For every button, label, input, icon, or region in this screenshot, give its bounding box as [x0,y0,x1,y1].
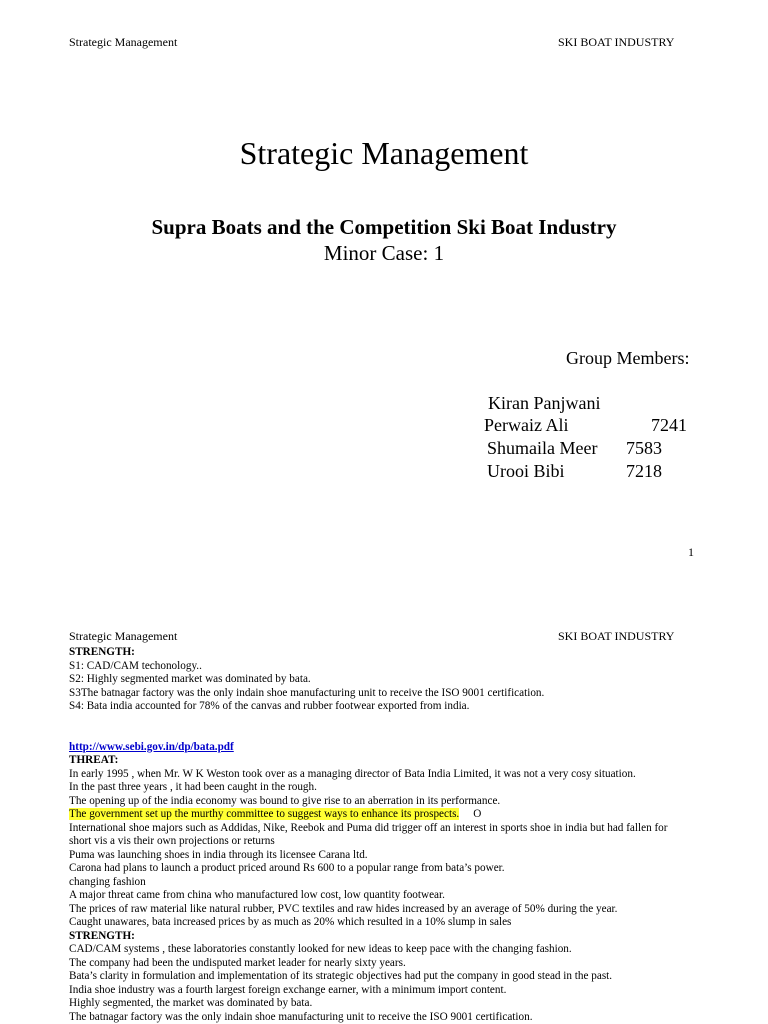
member-name: Shumaila Meer [487,438,598,458]
threat-heading: THREAT: [69,754,119,766]
threat-line: In early 1995 , when Mr. W K Weston took over as a managing director of Bata India Limited, it was not a very cosy situation. [69,767,636,780]
strength2-heading: STRENGTH: [69,929,135,942]
case-subtitle: Supra Boats and the Competition Ski Boat Industry [151,215,617,239]
page-title: Strategic Management [239,135,529,171]
member-name: Kiran Panjwani [488,393,601,413]
strength2-line: Highly segmented, the market was dominated by bata. [69,997,313,1009]
page-number: 1 [688,545,694,559]
threat-line: The opening up of the india economy was bound to give rise to an aberration in its performance. [69,794,501,807]
strength2-line: The batnagar factory was the only indain shoe manufacturing unit to receive the ISO 9001 certification. [69,1010,533,1023]
strength2-line: Bata’s clarity in formulation and implementation of its strategic objectives had put the company in good stead in the past. [69,970,613,982]
member-id: 7241 [651,415,687,435]
threat-line: In the past three years , it had been caught in the rough. [69,781,317,793]
strength-item: S1: CAD/CAM techonology.. [69,659,202,672]
group-members-label: Group Members: [566,348,690,368]
member-name: Urooi Bibi [487,461,565,481]
threat-line: short vis a vis their own projections or returns [69,835,275,847]
highlighted-threat-line: The government set up the murthy committee to suggest ways to enhance its prospects. [69,808,460,820]
member-name: Perwaiz Ali [484,415,569,435]
threat-line: changing fashion [69,875,146,888]
strength2-line: CAD/CAM systems , these laboratories constantly looked for new ideas to keep pace with the changing fashion. [69,943,572,955]
strength2-line: The company had been the undisputed market leader for nearly sixty years. [69,956,406,969]
highlight-suffix: O [473,808,482,820]
threat-line: Puma was launching shoes in india through its licensee Carana ltd. [69,848,368,861]
strength-heading: STRENGTH: [69,646,135,658]
page1-header-left: Strategic Management [69,35,178,49]
threat-line: Carona had plans to launch a product priced around Rs 600 to a popular range from bata’s power. [69,862,505,874]
strength2-line: India shoe industry was a fourth largest foreign exchange earner, with a minimum import content. [69,983,507,996]
source-link[interactable]: http://www.sebi.gov.in/dp/bata.pdf [69,740,234,753]
page1-header-right: SKI BOAT INDUSTRY [558,35,675,49]
page2-body [69,646,709,1024]
threat-line: Caught unawares, bata increased prices by as much as 20% which resulted in a 10% slump in sales [69,916,512,928]
strength-item: S3The batnagar factory was the only indain shoe manufacturing unit to receive the ISO 9001 certification. [69,686,545,699]
threat-line: The prices of raw material like natural rubber, PVC textiles and raw hides increased by an average of 50% during the year. [69,902,618,915]
page2-header-right: SKI BOAT INDUSTRY [558,629,675,643]
strength-item: S4: Bata india accounted for 78% of the canvas and rubber footwear exported from india. [69,700,470,712]
member-id: 7218 [626,461,662,481]
page2-header-left: Strategic Management [69,629,178,643]
member-id: 7583 [626,438,662,458]
threat-line: International shoe majors such as Addidas, Nike, Reebok and Puma did trigger off an interest in sports shoe in india but had fallen for [69,821,668,834]
minor-case-label: Minor Case: 1 [323,241,445,265]
strength-item: S2: Highly segmented market was dominated by bata. [69,673,311,685]
threat-line: A major threat came from china who manufactured low cost, low quantity footwear. [69,889,445,901]
